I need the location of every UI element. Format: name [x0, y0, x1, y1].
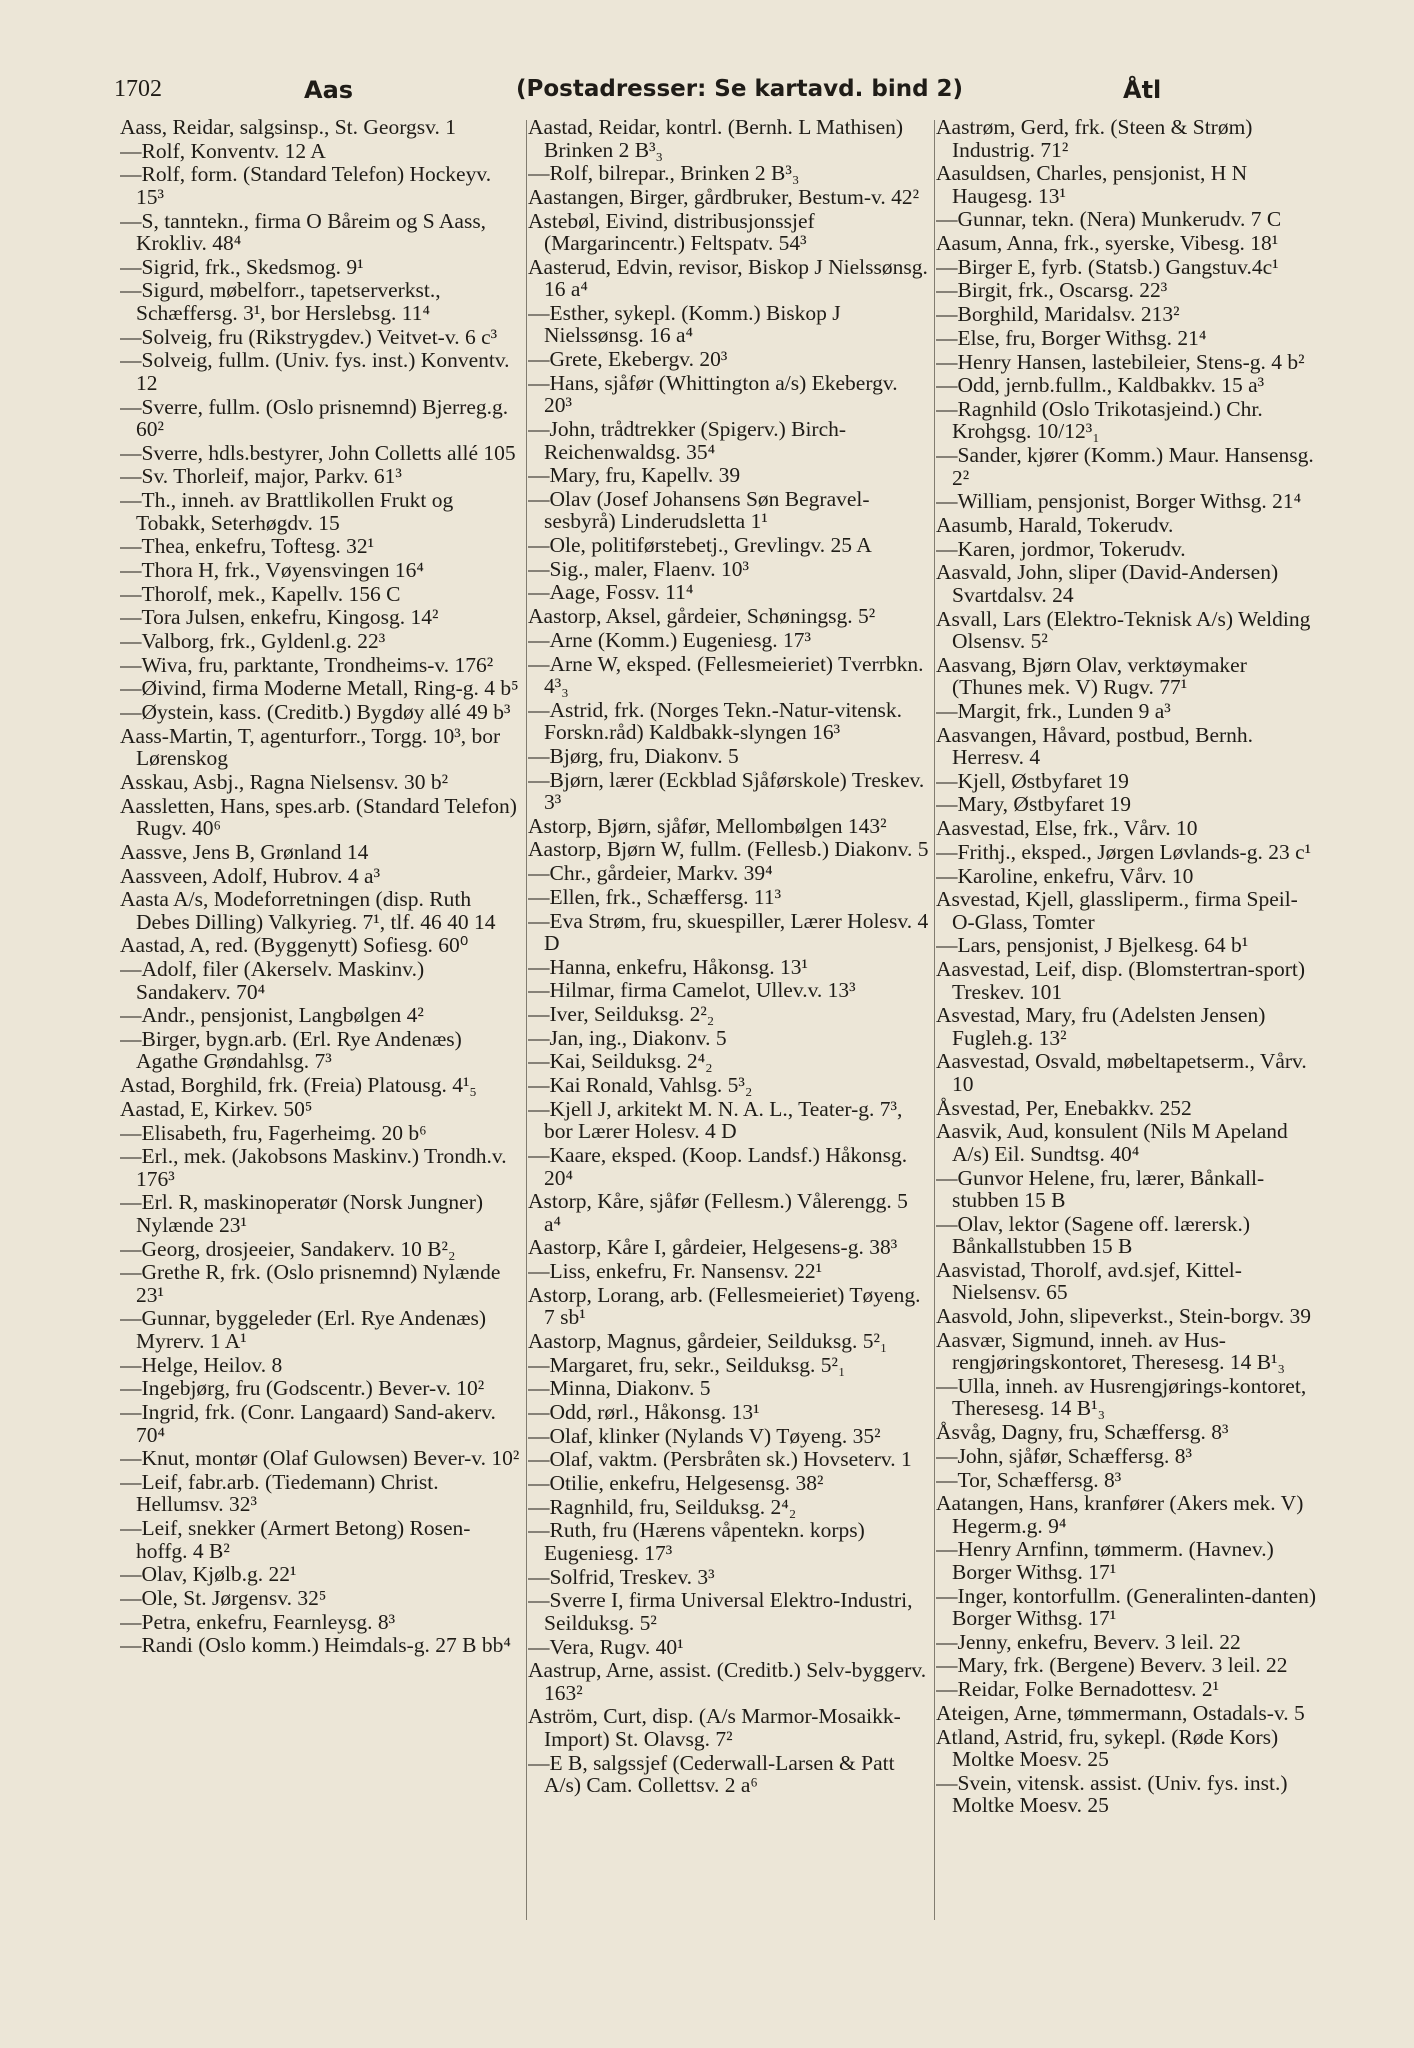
directory-entry: —Andr., pensjonist, Langbølgen 4² [120, 1003, 424, 1028]
directory-entry: —Georg, drosjeeier, Sandakerv. 10 B²₂ [120, 1236, 456, 1261]
directory-entry: Aasvistad, Thorolf, avd.sjef, Kittel-Nielsensv. 65 [936, 1257, 1242, 1305]
directory-entry: —Karoline, enkefru, Vårv. 10 [936, 863, 1194, 888]
directory-entry: Aastad, A, red. (Byggenytt) Sofiesg. 60⁰ [120, 933, 469, 958]
directory-entry: —Birgit, frk., Oscarsg. 22³ [936, 278, 1168, 303]
directory-entry: Aasterud, Edvin, revisor, Biskop J Nielssønsg. 16 a⁴ [528, 254, 928, 302]
directory-entry: Aastorp, Magnus, gårdeier, Seilduksg. 5²₁ [528, 1328, 888, 1353]
directory-entry: Aasvald, John, sliper (David-Andersen) Svartdalsv. 24 [936, 560, 1279, 607]
directory-entry: —Liss, enkefru, Fr. Nansensv. 22¹ [528, 1259, 823, 1284]
directory-entry: —Mary, fru, Kapellv. 39 [528, 463, 741, 488]
directory-entry: —Ruth, fru (Hærens våpentekn. korps) Eugeniesg. 17³ [528, 1518, 865, 1565]
directory-entry: —Reidar, Folke Bernadottesv. 2¹ [936, 1677, 1220, 1702]
directory-entry: —John, sjåfør, Schæffersg. 8³ [936, 1443, 1192, 1468]
directory-entry: —Frithj., eksped., Jørgen Løvlands-g. 23 c¹ [936, 839, 1312, 864]
directory-entry: —Mary, Østbyfaret 19 [936, 792, 1132, 817]
directory-entry: —Thorolf, mek., Kapellv. 156 C [120, 581, 401, 606]
directory-entry: —Ragnhild, fru, Seilduksg. 2⁴₂ [528, 1494, 797, 1519]
directory-entry: —Aage, Fossv. 11⁴ [528, 580, 694, 605]
directory-entry: —Odd, rørl., Håkonsg. 13¹ [528, 1400, 760, 1424]
directory-entry: —Kjell, Østbyfaret 19 [936, 768, 1129, 793]
directory-entry: —Chr., gårdeier, Markv. 39⁴ [528, 861, 773, 886]
directory-entry: —Gunnar, tekn. (Nera) Munkerudv. 7 C [936, 207, 1282, 232]
directory-entry: Aasvestad, Else, frk., Vårv. 10 [936, 816, 1198, 841]
directory-entry: —Elisabeth, fru, Fagerheimg. 20 b⁶ [120, 1120, 427, 1145]
directory-entry: —Solveig, fru (Rikstrygdev.) Veitvet-v. 6 c³ [120, 324, 498, 349]
directory-entry: Aasuldsen, Charles, pensjonist, H N Haugesg. 13¹ [936, 161, 1248, 208]
directory-entry: Aström, Curt, disp. (A/s Marmor-Mosaikk-Import) St. Olavsg. 7² [528, 1704, 901, 1751]
directory-entry: Aasumb, Harald, Tokerudv. [936, 512, 1174, 537]
directory-entry: Asvall, Lars (Elektro-Teknisk A/s) Welding Olsensv. 5² [936, 606, 1311, 653]
directory-entry: —Lars, pensjonist, J Bjelkesg. 64 b¹ [936, 933, 1249, 958]
directory-entry: —Tor, Schæffersg. 8³ [936, 1467, 1122, 1492]
directory-entry: —Sverre, fullm. (Oslo prisnemnd) Bjerreg.g. 60² [120, 394, 509, 441]
directory-entry: Asvestad, Kjell, glassliperm., firma Speil-O-Glass, Tomter [936, 887, 1298, 934]
directory-entry: —Erl., mek. (Jakobsons Maskinv.) Trondh.v. 176³ [120, 1144, 507, 1191]
directory-entry: —Randi (Oslo komm.) Heimdals-g. 27 B bb⁴ [120, 1633, 511, 1658]
directory-entry: —Solveig, fullm. (Univ. fys. inst.) Konventv. 12 [120, 348, 510, 395]
directory-entry: —Olav (Josef Johansens Søn Begravel-sesbyrå) Linderudsletta 1¹ [528, 486, 870, 534]
directory-entry: —Petra, enkefru, Fearnleysg. 8³ [120, 1609, 396, 1634]
directory-entry: Aassve, Jens B, Grønland 14 [120, 839, 369, 864]
directory-entry: —Inger, kontorfullm. (Generalinten-danten) Borger Withsg. 17¹ [936, 1583, 1317, 1631]
directory-entry: —Sander, kjører (Komm.) Maur. Hansensg. 2² [936, 443, 1314, 490]
directory-entry: Asskau, Asbj., Ragna Nielsensv. 30 b² [120, 769, 449, 794]
directory-entry: Astorp, Bjørn, sjåfør, Mellombølgen 143² [528, 813, 887, 838]
directory-entry: —Jenny, enkefru, Beverv. 3 leil. 22 [936, 1629, 1241, 1654]
directory-entry: —Knut, montør (Olaf Gulowsen) Bever-v. 10² [120, 1446, 520, 1471]
directory-entry: Aasta A/s, Modeforretningen (disp. Ruth Debes Dilling) Valkyrieg. 7¹, tlf. 46 40 14 [120, 887, 496, 934]
directory-entry: Aasvik, Aud, konsulent (Nils M Apeland A/s) Eil. Sundtsg. 40⁴ [936, 1119, 1288, 1166]
directory-entry: Aasvestad, Leif, disp. (Blomstertran-sport) Treskev. 101 [936, 957, 1305, 1004]
directory-entry: —Ulla, inneh. av Husrengjørings-kontoret, Theresesg. 14 B¹₃ [936, 1373, 1307, 1421]
directory-entry: —Olav, lektor (Sagene off. lærersk.) Bånkallstubben 15 B [936, 1211, 1251, 1259]
directory-entry: —Kai, Seilduksg. 2⁴₂ [528, 1049, 713, 1074]
directory-entry: —Iver, Seilduksg. 2²₂ [528, 1002, 715, 1027]
directory-entry: —Øivind, firma Moderne Metall, Ring-g. 4 b⁵ [120, 676, 519, 701]
directory-entry: —Olaf, vaktm. (Persbråten sk.) Hovseterv. 1 [528, 1447, 912, 1472]
directory-entry: —Thora H, frk., Vøyensvingen 16⁴ [120, 557, 424, 582]
directory-entry: —John, trådtrekker (Spigerv.) Birch-Reichenwaldsg. 35⁴ [528, 417, 847, 464]
directory-entry: —Esther, sykepl. (Komm.) Biskop J Nielssønsg. 16 a⁴ [528, 300, 841, 348]
directory-entry: Aass, Reidar, salgsinsp., St. Georgsv. 1 [120, 116, 456, 139]
directory-entry: —Olaf, klinker (Nylands V) Tøyeng. 35² [528, 1423, 881, 1448]
directory-entry: —Hanna, enkefru, Håkonsg. 13¹ [528, 954, 808, 979]
directory-entry: —Solfrid, Treskev. 3³ [528, 1564, 715, 1589]
directory-entry: Astorp, Kåre, sjåfør (Fellesm.) Vålerengg. 5 a⁴ [528, 1189, 908, 1236]
directory-entry: —Borghild, Maridalsv. 213² [936, 302, 1180, 327]
first-entry-word: Aas [304, 76, 354, 104]
directory-entry: —Sigrid, frk., Skedsmog. 9¹ [120, 254, 364, 279]
last-entry-word: Åtl [1123, 76, 1162, 104]
directory-entry: —Kai Ronald, Vahlsg. 5³₂ [528, 1073, 753, 1098]
directory-entry: —Margit, frk., Lunden 9 a³ [936, 698, 1171, 723]
directory-entry: Aassletten, Hans, spes.arb. (Standard Telefon) Rugv. 40⁶ [120, 793, 517, 841]
directory-entry: Aasvangen, Håvard, postbud, Bernh. Herresv. 4 [936, 722, 1254, 770]
directory-entry: —Leif, fabr.arb. (Tiedemann) Christ. Hellumsv. 32³ [120, 1469, 439, 1517]
directory-entry: —Tora Julsen, enkefru, Kingosg. 14² [120, 605, 439, 630]
directory-entry: —William, pensjonist, Borger Withsg. 21⁴ [936, 489, 1302, 514]
directory-entry: —Rolf, Konventv. 12 A [120, 138, 326, 163]
directory-entry: —Minna, Diakonv. 5 [528, 1376, 711, 1401]
directory-entry: —Arne (Komm.) Eugeniesg. 17³ [528, 627, 811, 652]
directory-entry: Ateigen, Arne, tømmermann, Ostadals-v. 5 [936, 1700, 1305, 1725]
directory-entry: Aastorp, Bjørn W, fullm. (Fellesb.) Diakonv. 5 [528, 837, 929, 862]
directory-entry: —Ingrid, frk. (Conr. Langaard) Sand-akerv. 70⁴ [120, 1400, 496, 1447]
directory-entry: —Astrid, frk. (Norges Tekn.-Natur-vitensk. Forskn.råd) Kaldbakk-slyngen 16³ [528, 697, 903, 745]
directory-entry: —Erl. R, maskinoperatør (Norsk Jungner) Nylænde 23¹ [120, 1190, 484, 1237]
directory-entry: —Hans, sjåfør (Whittington a/s) Ekebergv. 20³ [528, 370, 898, 418]
page-number: 1702 [114, 76, 162, 102]
directory-entry: —Leif, snekker (Armert Betong) Rosen-hoffg. 4 B² [120, 1516, 471, 1563]
directory-entry: —Sigurd, møbelforr., tapetserverkst., Schæffersg. 3¹, bor Herslebsg. 11⁴ [120, 278, 441, 325]
directory-entry: —Sv. Thorleif, major, Parkv. 61³ [120, 464, 402, 489]
directory-entry: Asvestad, Mary, fru (Adelsten Jensen) Fugleh.g. 13² [936, 1003, 1266, 1050]
directory-entry: Aastad, Reidar, kontrl. (Bernh. L Mathisen) Brinken 2 B³₃ [528, 116, 904, 162]
directory-column-2 [528, 116, 930, 1996]
directory-entry: —Else, fru, Borger Withsg. 21⁴ [936, 325, 1207, 350]
directory-entry: —Ragnhild (Oslo Trikotasjeind.) Chr. Krohgsg. 10/12³₁ [936, 396, 1263, 444]
column-divider [526, 120, 527, 1920]
directory-entry: Aasum, Anna, frk., syerske, Vibesg. 18¹ [936, 231, 1279, 256]
running-header [114, 76, 1300, 112]
directory-entry: Aasvær, Sigmund, inneh. av Hus-rengjøringskontoret, Theresesg. 14 B¹₃ [936, 1327, 1285, 1375]
directory-entry: Astorp, Lorang, arb. (Fellesmeieriet) Tøyeng. 7 sb¹ [528, 1282, 921, 1330]
directory-entry: Atland, Astrid, fru, sykepl. (Røde Kors) Moltke Moesv. 25 [936, 1724, 1279, 1771]
directory-entry: —Helge, Heilov. 8 [120, 1352, 283, 1377]
directory-entry: —Henry Arnfinn, tømmerm. (Havnev.) Borger Withsg. 17¹ [936, 1537, 1274, 1584]
directory-entry: Aatangen, Hans, kranfører (Akers mek. V) Hegerm.g. 9⁴ [936, 1491, 1304, 1538]
directory-entry: Aastangen, Birger, gårdbruker, Bestum-v. 42² [528, 184, 920, 209]
directory-entry: —Eva Strøm, fru, skuespiller, Lærer Holesv. 4 D [528, 908, 929, 955]
directory-entry: —Sverre I, firma Universal Elektro-Industri, Seilduksg. 5² [528, 1588, 913, 1635]
directory-entry: Astad, Borghild, frk. (Freia) Platousg. 4¹₅ [120, 1073, 477, 1098]
directory-entry: —Sverre, hdls.bestyrer, John Colletts allé 105 [120, 440, 516, 465]
directory-entry: —Birger, bygn.arb. (Erl. Rye Andenæs) Agathe Grøndahlsg. 7³ [120, 1026, 462, 1074]
directory-entry: —S, tanntekn., firma O Båreim og S Aass, Krokliv. 48⁴ [120, 208, 487, 256]
directory-entry: —Vera, Rugv. 40¹ [528, 1634, 684, 1659]
directory-entry: —Rolf, form. (Standard Telefon) Hockeyv. 15³ [120, 162, 492, 209]
directory-entry: Aasvang, Bjørn Olav, verktøymaker (Thunes mek. V) Rugv. 77¹ [936, 652, 1247, 700]
directory-entry: —Mary, frk. (Bergene) Beverv. 3 leil. 22 [936, 1653, 1288, 1678]
directory-entry: —Thea, enkefru, Toftesg. 32¹ [120, 534, 375, 559]
column-divider [934, 120, 935, 1920]
directory-entry: —Grethe R, frk. (Oslo prisnemnd) Nylænde 23¹ [120, 1260, 501, 1307]
directory-entry: Aastrøm, Gerd, frk. (Steen & Strøm) Industrig. 71² [936, 116, 1253, 162]
directory-entry: —Olav, Kjølb.g. 22¹ [120, 1562, 297, 1587]
directory-column-3 [936, 116, 1318, 1996]
directory-entry: —Ole, St. Jørgensv. 32⁵ [120, 1585, 327, 1610]
directory-entry: Aasvold, John, slipeverkst., Stein-borgv. 39 [936, 1304, 1312, 1329]
directory-entry: Åsvåg, Dagny, fru, Schæffersg. 8³ [936, 1420, 1229, 1445]
directory-entry: —Hilmar, firma Camelot, Ullev.v. 13³ [528, 978, 856, 1003]
directory-entry: —Valborg, frk., Gyldenl.g. 22³ [120, 629, 386, 653]
directory-entry: —Odd, jernb.fullm., Kaldbakkv. 15 a³ [936, 373, 1265, 398]
directory-entry: —Rolf, bilrepar., Brinken 2 B³₃ [528, 161, 800, 186]
directory-entry: —Jan, ing., Diakonv. 5 [528, 1025, 727, 1050]
directory-entry: Aassveen, Adolf, Hubrov. 4 a³ [120, 863, 381, 888]
directory-entry: —Karen, jordmor, Tokerudv. [936, 536, 1186, 561]
directory-entry: —Birger E, fyrb. (Statsb.) Gangstuv.4c¹ [936, 254, 1279, 279]
directory-entry: —Ole, politiførstebetj., Grevlingv. 25 A [528, 533, 872, 558]
header-note: (Postadresser: Se kartavd. bind 2) [516, 76, 964, 102]
directory-entry: —Adolf, filer (Akerselv. Maskinv.) Sandakerv. 70⁴ [120, 957, 425, 1004]
directory-entry: —Kjell J, arkitekt M. N. A. L., Teater-g. 7³, bor Lærer Holesv. 4 D [528, 1096, 903, 1144]
directory-entry: —Ingebjørg, fru (Godscentr.) Bever-v. 10² [120, 1376, 485, 1401]
directory-entry: Aasvestad, Osvald, møbeltapetserm., Vårv. 10 [936, 1049, 1307, 1096]
directory-entry: Aastrup, Arne, assist. (Creditb.) Selv-byggerv. 163² [528, 1658, 927, 1705]
directory-entry: Åsvestad, Per, Enebakkv. 252 [936, 1095, 1192, 1120]
directory-entry: —Gunnar, byggeleder (Erl. Rye Andenæs) Myrerv. 1 A¹ [120, 1306, 487, 1353]
directory-entry: Aastad, E, Kirkev. 50⁵ [120, 1096, 313, 1121]
directory-entry: —Svein, vitensk. assist. (Univ. fys. inst.) Moltke Moesv. 25 [936, 1770, 1288, 1818]
directory-entry: —Margaret, fru, sekr., Seilduksg. 5²₁ [528, 1352, 846, 1377]
directory-entry: Aastorp, Kåre I, gårdeier, Helgesens-g. 38³ [528, 1235, 898, 1260]
directory-entry: —Henry Hansen, lastebileier, Stens-g. 4 b² [936, 349, 1305, 374]
directory-entry: —Wiva, fru, parktante, Trondheims-v. 176² [120, 652, 494, 677]
directory-entry: —Arne W, eksped. (Fellesmeieriet) Tverrbkn. 4³₃ [528, 651, 924, 698]
directory-entry: Aastorp, Aksel, gårdeier, Schøningsg. 5² [528, 604, 876, 629]
directory-entry: —Ellen, frk., Schæffersg. 11³ [528, 884, 782, 909]
directory-entry: —Kaare, eksped. (Koop. Landsf.) Håkonsg. 20⁴ [528, 1143, 908, 1190]
directory-entry: —Otilie, enkefru, Helgesensg. 38² [528, 1471, 824, 1496]
directory-entry: —Th., inneh. av Brattlikollen Frukt og Tobakk, Seterhøgdv. 15 [120, 488, 454, 535]
directory-entry: —Grete, Ekebergv. 20³ [528, 347, 728, 372]
directory-column-1 [120, 116, 522, 1996]
directory-entry: —Bjørn, lærer (Eckblad Sjåførskole) Treskev. 3³ [528, 767, 925, 815]
directory-entry: —Gunvor Helene, fru, lærer, Bånkall-stubben 15 B [936, 1165, 1265, 1212]
directory-entry: Aass-Martin, T, agenturforr., Torgg. 10³, bor Lørenskog [120, 723, 501, 771]
directory-entry: —Øystein, kass. (Creditb.) Bygdøy allé 49 b³ [120, 700, 511, 725]
directory-entry: —Sig., maler, Flaenv. 10³ [528, 556, 749, 581]
directory-entry: —E B, salgssjef (Cederwall-Larsen & Patt A/s) Cam. Collettsv. 2 a⁶ [528, 1750, 895, 1798]
directory-entry: Astebøl, Eivind, distribusjonssjef (Margarincentr.) Feltspatv. 54³ [528, 208, 815, 256]
directory-entry: —Bjørg, fru, Diakonv. 5 [528, 743, 739, 768]
